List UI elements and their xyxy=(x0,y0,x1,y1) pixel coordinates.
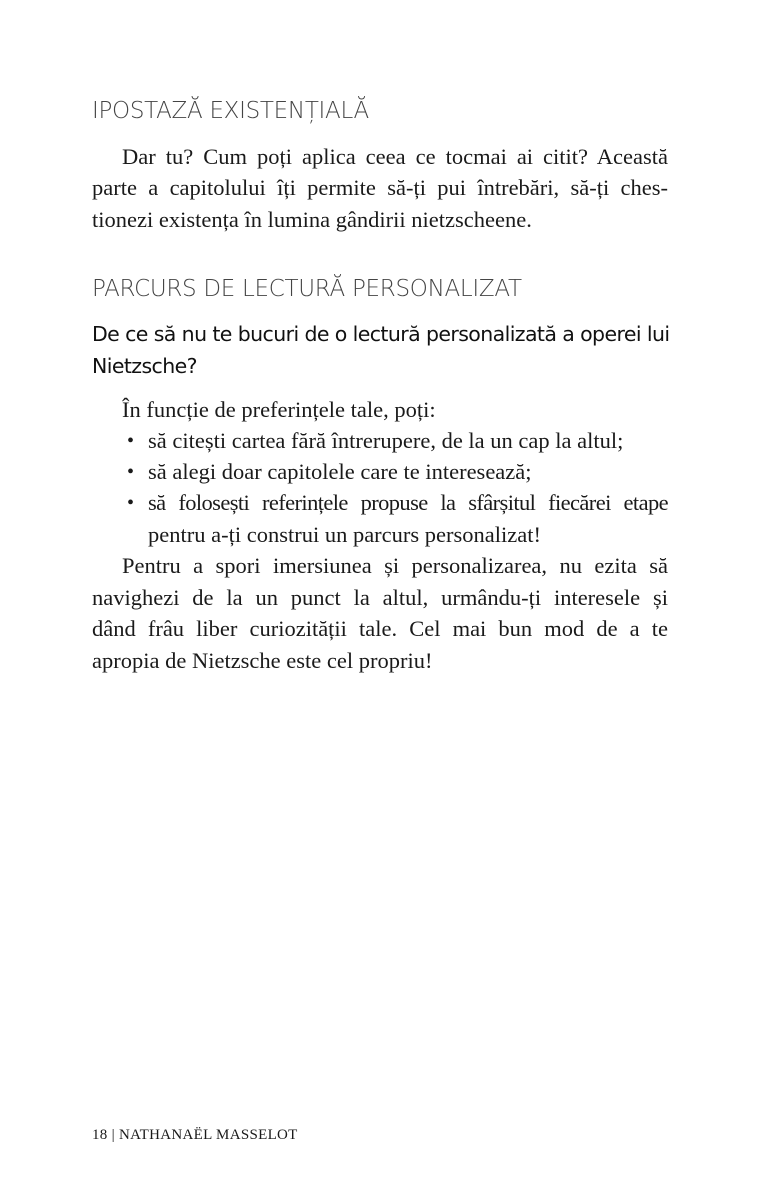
section-heading-ipostaza: IPOSTAZĂ EXISTENȚIALĂ xyxy=(92,98,369,124)
list-item: să citești cartea fără întrerupere, de la un cap la altul; xyxy=(148,428,624,453)
body-line: Pentru a spori imersiunea și personalizarea, nu ezita să xyxy=(122,553,668,578)
question-line: De ce să nu te bucuri de o lectură personalizată a operei lui xyxy=(92,322,670,346)
bullet-icon: • xyxy=(127,430,135,452)
list-item-continuation: pentru a-ți construi un parcurs personalizat! xyxy=(148,522,541,547)
bullet-icon: • xyxy=(127,461,135,483)
body-line: navighezi de la un punct la altul, urmându-ți interesele și xyxy=(92,585,668,610)
body-line: Dar tu? Cum poți aplica ceea ce tocmai ai citit? Această xyxy=(122,144,668,169)
body-line: tionezi existența în lumina gândirii nietzscheene. xyxy=(92,207,532,232)
page-number: 18 xyxy=(92,1127,108,1143)
footer-separator: | xyxy=(111,1127,115,1143)
body-line: dând frâu liber curiozității tale. Cel mai bun mod de a te xyxy=(92,616,668,641)
body-line: parte a capitolului îți permite să-ți pui întrebări, să-ți ches- xyxy=(92,175,668,200)
author-name: NATHANAËL MASSELOT xyxy=(119,1127,298,1143)
section-heading-parcurs: PARCURS DE LECTURĂ PERSONALIZAT xyxy=(92,276,522,302)
question-line: Nietzsche? xyxy=(92,354,197,378)
list-item: să folosești referințele propuse la sfârșitul fiecărei etape xyxy=(148,490,668,515)
body-line: apropia de Nietzsche este cel propriu! xyxy=(92,648,433,673)
list-item: să alegi doar capitolele care te interesează; xyxy=(148,459,532,484)
bullet-icon: • xyxy=(127,492,135,514)
intro-line: În funcție de preferințele tale, poți: xyxy=(122,397,436,422)
page-footer xyxy=(92,1127,298,1144)
